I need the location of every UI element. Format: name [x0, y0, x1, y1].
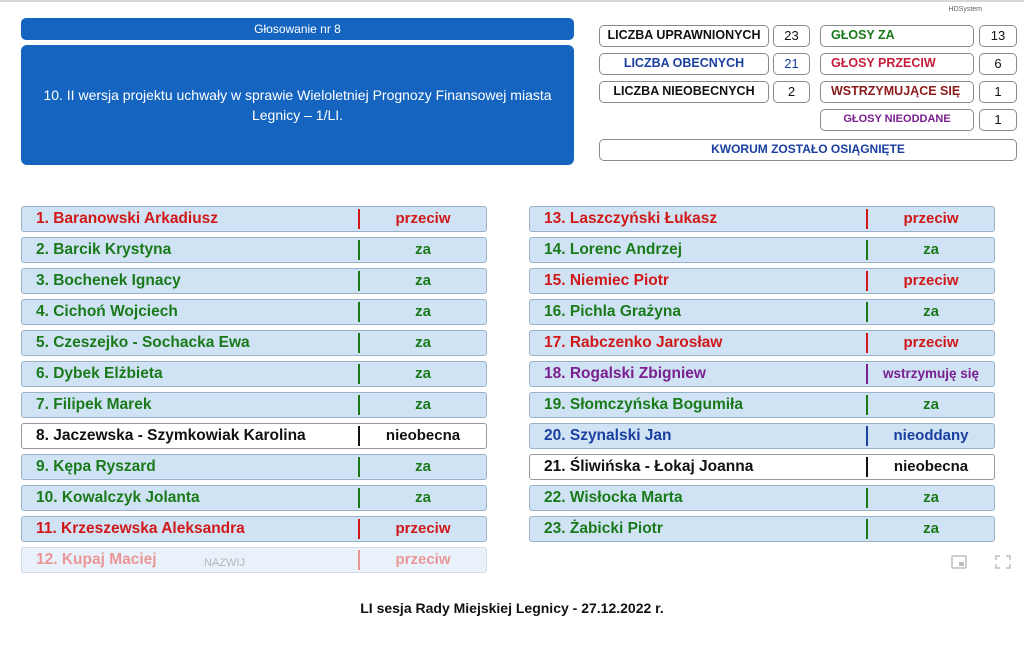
voter-vote: przeciw [395, 520, 451, 537]
voter-row [21, 330, 487, 356]
voter-name: 15. Niemiec Piotr [544, 272, 669, 289]
voter-row [529, 485, 995, 511]
picture-in-picture-icon[interactable] [951, 555, 967, 569]
voter-name: 11. Krzeszewska Aleksandra [36, 520, 245, 537]
fullscreen-icon[interactable] [995, 555, 1011, 569]
voter-name: 8. Jaczewska - Szymkowiak Karolina [36, 427, 306, 444]
voter-vote: za [415, 365, 431, 382]
quorum-status: KWORUM ZOSTAŁO OSIĄGNIĘTE [599, 139, 1017, 161]
stat-nieoddane-value: 1 [979, 109, 1017, 131]
voter-row [529, 423, 995, 449]
voter-row [529, 206, 995, 232]
voter-vote: za [415, 458, 431, 475]
voter-name: 19. Słomczyńska Bogumiła [544, 396, 743, 413]
voter-name: 20. Szynalski Jan [544, 427, 672, 444]
voter-name: 3. Bochenek Ignacy [36, 272, 181, 289]
voter-vote: za [415, 334, 431, 351]
voter-name: 21. Śliwińska - Łokaj Joanna [544, 458, 754, 475]
voter-row [21, 206, 487, 232]
voter-vote: przeciw [903, 334, 959, 351]
overlay-label: NAZWIJ [204, 557, 245, 569]
voter-vote: za [923, 241, 939, 258]
voter-name: 13. Laszczyński Łukasz [544, 210, 718, 227]
voter-vote: wstrzymuję się [882, 366, 980, 381]
vote-title: Głosowanie nr 8 [21, 18, 574, 40]
voter-row [529, 237, 995, 263]
voter-row [529, 361, 995, 387]
voter-vote: za [923, 520, 939, 537]
voter-vote: nieoddany [893, 427, 969, 444]
voter-vote: za [415, 303, 431, 320]
voter-vote: za [923, 396, 939, 413]
voter-row [21, 423, 487, 449]
voter-name: 4. Cichoń Wojciech [36, 303, 178, 320]
voter-row [21, 454, 487, 480]
voter-name: 18. Rogalski Zbigniew [544, 365, 706, 382]
voter-row [21, 268, 487, 294]
voter-row [21, 392, 487, 418]
voter-name: 9. Kępa Ryszard [36, 458, 156, 475]
brand-label: HDSystem [948, 6, 982, 13]
player-overlay [0, 547, 1024, 580]
voter-vote: za [415, 489, 431, 506]
voter-name: 23. Żabicki Piotr [544, 520, 663, 537]
voter-name: 17. Rabczenko Jarosław [544, 334, 723, 351]
stat-uprawnionych-label: LICZBA UPRAWNIONYCH [599, 25, 769, 47]
stat-wstrzymujace-label: WSTRZYMUJĄCE SIĘ [820, 81, 974, 103]
video-caption: LI sesja Rady Miejskiej Legnicy - 27.12.2022 r. [360, 600, 664, 616]
voter-row [529, 299, 995, 325]
voter-row [529, 330, 995, 356]
voter-name: 16. Pichla Grażyna [544, 303, 681, 320]
voter-name: 22. Wisłocka Marta [544, 489, 683, 506]
stat-wstrzymujace-value: 1 [979, 81, 1017, 103]
voter-vote: przeciw [903, 272, 959, 289]
voter-name: 10. Kowalczyk Jolanta [36, 489, 200, 506]
voter-name: 5. Czeszejko - Sochacka Ewa [36, 334, 250, 351]
stat-nieobecnych-value: 2 [773, 81, 810, 103]
stat-za-value: 13 [979, 25, 1017, 47]
voter-row [21, 361, 487, 387]
voter-row [21, 299, 487, 325]
stat-nieoddane-label: GŁOSY NIEODDANE [820, 109, 974, 131]
stat-nieobecnych-label: LICZBA NIEOBECNYCH [599, 81, 769, 103]
voter-vote: za [923, 489, 939, 506]
voter-name: 7. Filipek Marek [36, 396, 152, 413]
voter-vote: nieobecna [893, 458, 969, 475]
voter-name: 14. Lorenc Andrzej [544, 241, 683, 258]
stat-uprawnionych-value: 23 [773, 25, 810, 47]
voter-row [21, 485, 487, 511]
voter-vote: przeciw [395, 210, 451, 227]
voter-row [529, 392, 995, 418]
voter-name: 1. Baranowski Arkadiusz [36, 210, 219, 227]
voter-row [21, 516, 487, 542]
voter-row [529, 454, 995, 480]
voter-vote: za [923, 303, 939, 320]
stat-obecnych-label: LICZBA OBECNYCH [599, 53, 769, 75]
stat-obecnych-value: 21 [773, 53, 810, 75]
voter-vote: przeciw [903, 210, 959, 227]
voter-vote: za [415, 396, 431, 413]
voter-row [529, 268, 995, 294]
voter-vote: nieobecna [385, 427, 461, 444]
motion-title: 10. II wersja projektu uchwały w sprawie Wieloletniej Prognozy Finansowej miasta Legnicy – 1/LI. [21, 45, 574, 165]
stat-przeciw-label: GŁOSY PRZECIW [820, 53, 974, 75]
voter-row [529, 516, 995, 542]
voter-row [21, 237, 487, 263]
stat-przeciw-value: 6 [979, 53, 1017, 75]
voter-vote: za [415, 272, 431, 289]
voter-name: 6. Dybek Elżbieta [36, 365, 163, 382]
stat-za-label: GŁOSY ZA [820, 25, 974, 47]
voter-vote: za [415, 241, 431, 258]
voter-name: 2. Barcik Krystyna [36, 241, 172, 258]
